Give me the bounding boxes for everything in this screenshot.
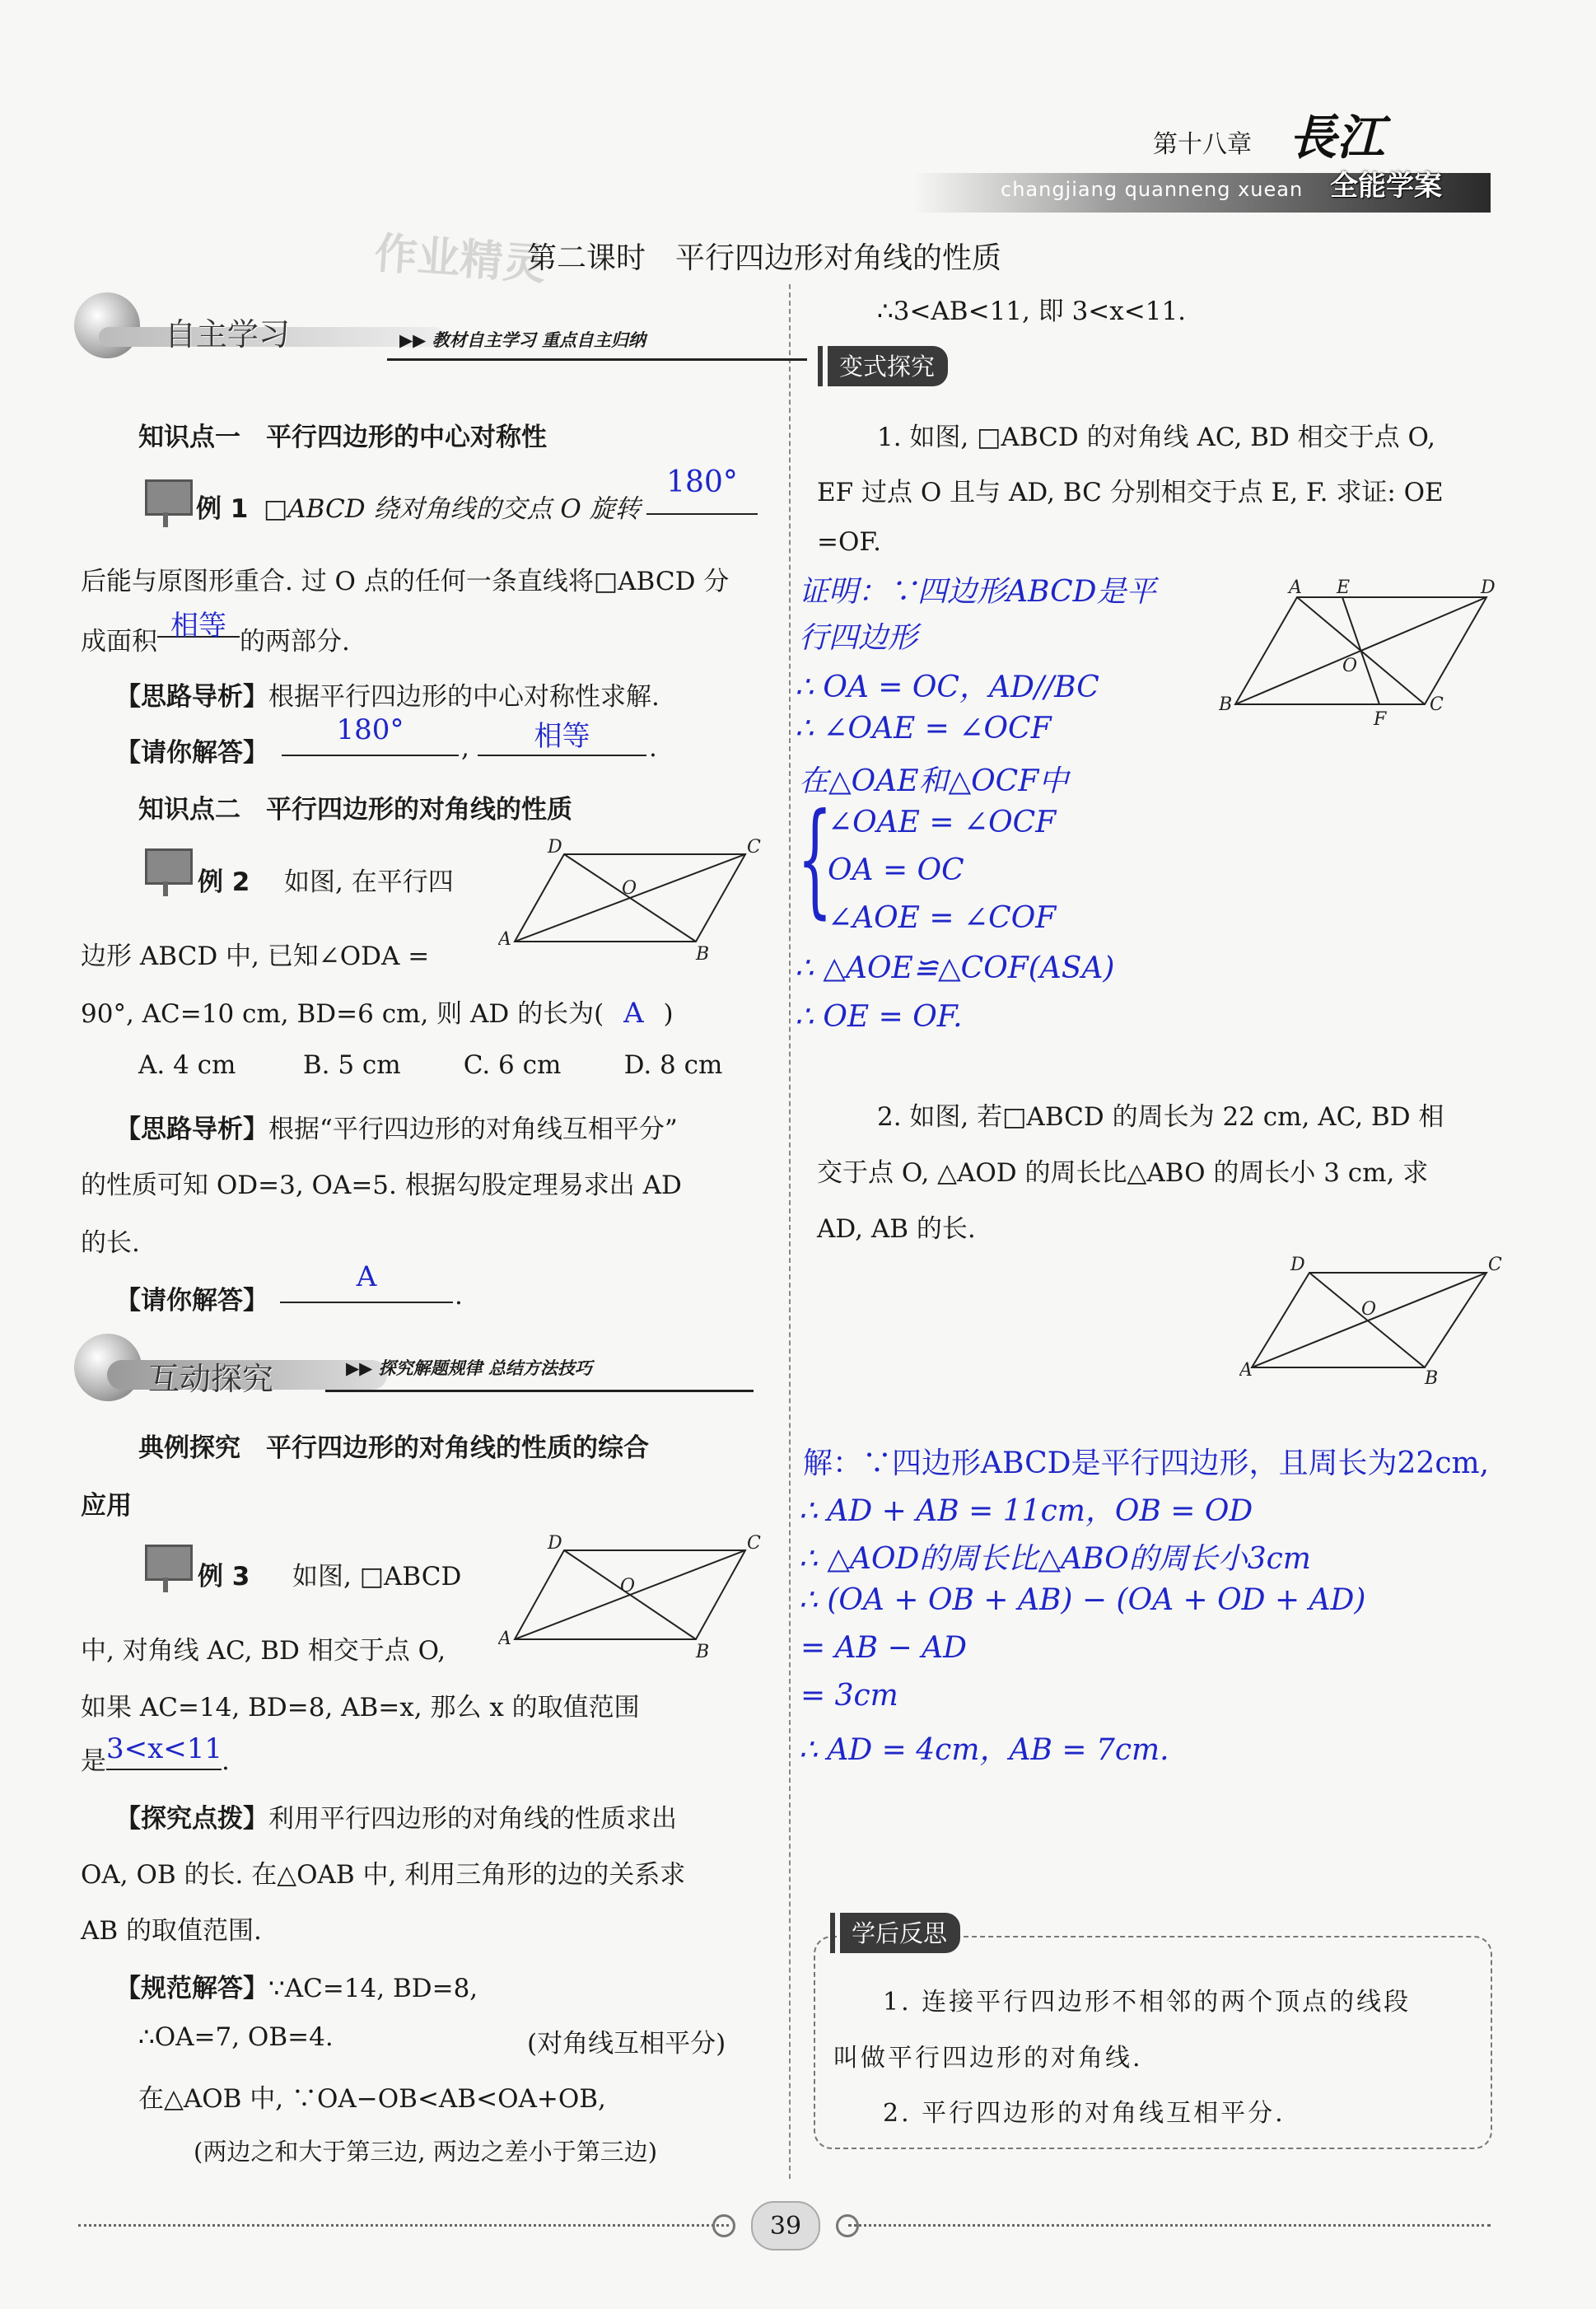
question-1-figure	[1219, 577, 1499, 733]
vertex-label: C	[1488, 1255, 1502, 1275]
vertex-label: O	[1342, 656, 1358, 676]
question-1-line1: 1. 如图, □ABCD 的对角线 AC, BD 相交于点 O,	[877, 423, 1435, 452]
vertex-label: D	[1290, 1255, 1305, 1275]
page-number: 39	[769, 2212, 802, 2241]
example-2-line1: 如图, 在平行四	[284, 867, 454, 897]
vertex-label: D	[548, 1533, 562, 1554]
brand-logo	[1289, 99, 1495, 218]
example-2-figure	[498, 836, 770, 964]
example-1-hint: 【思路导析】根据平行四边形的中心对称性求解.	[115, 682, 660, 712]
period: .	[649, 733, 657, 763]
vertex-label: C	[1430, 694, 1444, 715]
example-3-figure	[498, 1532, 770, 1660]
section-underline	[387, 358, 807, 361]
example-3-tip: 【探究点拨】利用平行四边形的对角线的性质求出	[115, 1804, 677, 1834]
solution-line: = AB − AD	[800, 1631, 967, 1665]
proof-line: ∠AOE = ∠COF	[828, 901, 1057, 935]
header-pinyin: changjiang quanneng xuean	[1001, 178, 1304, 201]
example-2-line3: 90°, AC=10 cm, BD=6 cm, 则 AD 的长为( A )	[81, 997, 674, 1030]
board-icon	[142, 847, 193, 896]
section-banner-interactive	[74, 1330, 741, 1405]
section-subtitle: ▶▶ 教材自主学习 重点自主归纳	[399, 330, 646, 350]
vertex-label: B	[696, 1642, 710, 1660]
proof-line: ∴ OE = OF.	[795, 1000, 963, 1034]
example-3-line1: 如图, □ABCD	[292, 1562, 462, 1592]
proof-line: 行四边形	[799, 621, 918, 655]
comma: ,	[461, 733, 469, 763]
example-3-solution-2-reason: (对角线互相平分)	[527, 2029, 726, 2059]
proof-line: OA = OC	[828, 853, 964, 887]
vertex-label: F	[1374, 709, 1387, 730]
example-2-hint: 【思路导析】根据“平行四边形的对角线互相平分”	[115, 1115, 678, 1144]
reflection-item-2: 2. 平行四边形的对角线互相平分.	[883, 2099, 1286, 2128]
brand-logo-bottom: 全能学案	[1330, 170, 1442, 203]
section-banner-self-study	[74, 292, 741, 367]
solution-line: ∴ AD = 4cm，AB = 7cm.	[799, 1733, 1169, 1767]
example-3-line2: 中, 对角线 AC, BD 相交于点 O,	[81, 1636, 446, 1666]
example-3-solution: 【规范解答】∵AC=14, BD=8,	[115, 1974, 478, 2003]
vertex-label: O	[622, 878, 637, 899]
lesson-title: 第二课时 平行四边形对角线的性质	[527, 241, 1002, 275]
example-1-text-b: 后能与原图形重合. 过 O 点的任何一条直线将□ABCD 分	[81, 567, 730, 596]
vertex-label: A	[1239, 1360, 1253, 1381]
reflection-item-1a: 1. 连接平行四边形不相邻的两个顶点的线段	[883, 1988, 1412, 2017]
section-title: 自主学习	[165, 316, 291, 353]
watermark: 作业精灵	[372, 228, 548, 291]
proof-line: ∴ ∠OAE = ∠OCF	[795, 712, 1052, 746]
example-3-solution-4: (两边之和大于第三边, 两边之差小于第三边)	[194, 2138, 658, 2166]
vertex-label: D	[1481, 577, 1496, 598]
footer-ornament-right	[836, 2214, 859, 2237]
page-number-badge	[751, 2201, 820, 2251]
example-2-answer: A	[280, 1260, 453, 1303]
vertex-label: E	[1337, 577, 1351, 598]
proof-line: ∴ OA = OC，AD//BC	[795, 671, 1099, 704]
vertex-label: O	[620, 1576, 636, 1596]
proof-line: 证明：∵四边形ABCD是平	[799, 575, 1156, 609]
example-2-line2: 边形 ABCD 中, 已知∠ODA =	[81, 942, 430, 971]
tag-variant-explore: 变式探究	[828, 346, 948, 386]
example-3-label: 例 3	[198, 1562, 250, 1592]
solution-line: = 3cm	[800, 1679, 898, 1713]
board-icon	[142, 478, 193, 527]
question-2-line3: AD, AB 的长.	[817, 1214, 976, 1244]
globe-icon	[74, 292, 140, 358]
vertex-label: B	[1425, 1368, 1439, 1384]
typical-example-heading: 典例探究 平行四边形的对角线的性质的综合	[138, 1433, 649, 1463]
option-a[interactable]: A. 4 cm	[138, 1050, 236, 1080]
period: .	[455, 1281, 463, 1311]
footer-rule-left	[78, 2224, 729, 2227]
option-c[interactable]: C. 6 cm	[463, 1050, 562, 1080]
section-subtitle: ▶▶ 探究解题规律 总结方法技巧	[346, 1358, 592, 1378]
section-underline	[325, 1390, 754, 1392]
example-2-label: 例 2	[198, 867, 250, 897]
reflection-item-1b: 叫做平行四边形的对角线.	[833, 2044, 1143, 2073]
example-3-solution-2: ∴OA=7, OB=4.	[138, 2022, 334, 2052]
footer-rule-right	[848, 2224, 1491, 2227]
chapter-label: 第十八章	[1153, 130, 1252, 159]
proof-line: 在△OAE和△OCF中	[799, 764, 1069, 798]
example-1-text-a: □ABCD 绕对角线的交点 O 旋转	[264, 494, 641, 524]
vertex-label: B	[696, 944, 710, 964]
example-1-text-c: 成面积 相等 的两部分.	[81, 618, 350, 657]
question-2-line2: 交于点 O, △AOD 的周长比△ABO 的周长小 3 cm, 求	[817, 1158, 1429, 1188]
example-3-line4: 是3<x<11.	[81, 1732, 230, 1776]
proof-line: ∠OAE = ∠OCF	[828, 806, 1057, 839]
segment-ef	[1342, 597, 1379, 704]
diagonal-bd	[1309, 1273, 1425, 1367]
brand-logo-top: 長江	[1289, 110, 1385, 166]
question-1-line3: =OF.	[817, 527, 881, 557]
example-3-solution-3: 在△AOB 中, ∵OA−OB<AB<OA+OB,	[138, 2084, 606, 2114]
solution-line: ∴ (OA + OB + AB) − (OA + OD + AD)	[799, 1583, 1366, 1617]
vertex-label: C	[747, 1533, 761, 1554]
question-1-line2: EF 过点 O 且与 AD, BC 分别相交于点 E, F. 求证: OE	[817, 478, 1444, 507]
example-1-answer-rotation: 180°	[646, 465, 758, 515]
tag-reflection: 学后反思	[840, 1913, 960, 1953]
example-3-line3: 如果 AC=14, BD=8, AB=x, 那么 x 的取值范围	[81, 1693, 640, 1722]
board-icon	[142, 1543, 193, 1592]
example-2-choice: A	[623, 997, 644, 1030]
typical-example-heading-2: 应用	[81, 1491, 132, 1521]
example-2-answer-line: 【请你解答】	[115, 1286, 268, 1316]
example-1-answer-line: 【请你解答】	[115, 738, 268, 768]
vertex-label: A	[498, 1629, 511, 1649]
example-2-options	[138, 1050, 722, 1080]
solution-line: ∴ AD + AB = 11cm，OB = OD	[799, 1494, 1253, 1528]
question-2-line1: 2. 如图, 若□ABCD 的周长为 22 cm, AC, BD 相	[877, 1102, 1444, 1132]
proof-line: ∴ △AOE≌△COF(ASA)	[795, 951, 1115, 985]
vertex-label: O	[1361, 1299, 1377, 1320]
vertex-label: C	[747, 837, 761, 858]
option-b[interactable]: B. 5 cm	[302, 1050, 401, 1080]
example-3-tip3: AB 的取值范围.	[81, 1916, 262, 1946]
option-d[interactable]: D. 8 cm	[623, 1050, 723, 1080]
knowledge-point-2: 知识点二 平行四边形的对角线的性质	[138, 795, 572, 825]
example-3-tip2: OA, OB 的长. 在△OAB 中, 利用三角形的边的关系求	[81, 1860, 686, 1890]
vertex-label: A	[498, 929, 511, 950]
section-title: 互动探究	[148, 1361, 274, 1397]
vertex-label: B	[1219, 694, 1233, 715]
question-2-figure	[1239, 1252, 1511, 1384]
solution-line: 解：∵四边形ABCD是平行四边形，且周长为22cm,	[803, 1447, 1490, 1480]
example-1-label: 例 1	[196, 494, 249, 524]
continued-conclusion: ∴3<AB<11, 即 3<x<11.	[877, 297, 1187, 326]
example-1-answer-b: 相等	[478, 713, 646, 756]
solution-line: ∴ △AOD的周长比△ABO的周长小3cm	[799, 1542, 1311, 1576]
brace: {	[797, 788, 833, 931]
example-2-hint2: 的性质可知 OD=3, OA=5. 根据勾股定理易求出 AD	[81, 1171, 682, 1200]
footer-ornament-left	[712, 2214, 735, 2237]
diagonal-ac	[1252, 1273, 1486, 1367]
example-2-hint3: 的长.	[81, 1228, 140, 1258]
knowledge-point-1: 知识点一 平行四边形的中心对称性	[138, 423, 547, 452]
vertex-label: A	[1289, 577, 1302, 598]
example-1-answer-a: 180°	[282, 713, 459, 756]
vertex-label: D	[548, 837, 562, 858]
column-divider	[789, 284, 791, 2179]
